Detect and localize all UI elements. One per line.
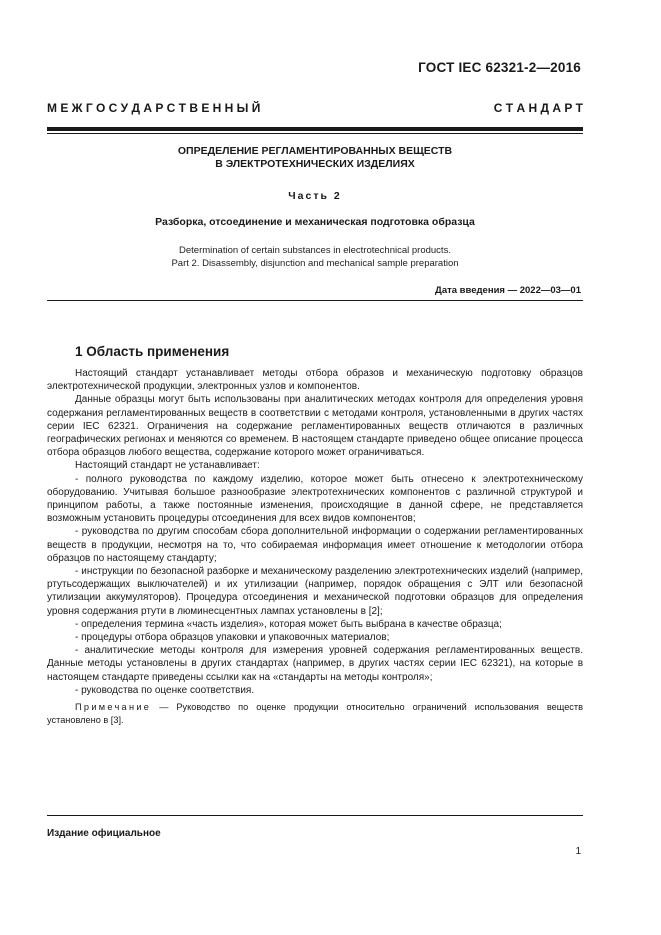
introduction-date: Дата введения — 2022—03—01 xyxy=(435,285,581,296)
paragraph: Настоящий стандарт не устанавливает: xyxy=(75,460,260,472)
section-heading: 1 Область применения xyxy=(75,344,230,359)
page-number: 1 xyxy=(575,846,581,857)
list-item: - полного руководства по каждому изделию, которое может быть отнесено к электротехническому оборудованию. Учитывая большое разнообразие электротехнических компонентов с различной структурой и принципом работы, а также постоянные изменения, происходящие в данной сфере, не представляется возможным установить процедуры отсоединения для всех видов компонентов; xyxy=(47,473,583,525)
list-item: - руководства по другим способам сбора дополнительной информации о содержании регламентированных веществ в продукции, несмотря на то, что собираемая информация имеет отношение к методологии отбора образцов по настоящему стандарту; xyxy=(47,526,583,564)
paragraph: Настоящий стандарт устанавливает методы отбора образов и механическую подготовку образцов электротехнической продукции, электронных узлов и компонентов. xyxy=(47,368,583,393)
section-body xyxy=(47,367,583,726)
title-english-line-2: Part 2. Disassembly, disjunction and mechanical sample preparation xyxy=(171,258,459,269)
title-block xyxy=(47,145,583,270)
title-line-2: В ЭЛЕКТРОТЕХНИЧЕСКИХ ИЗДЕЛИЯХ xyxy=(215,158,415,170)
title-english-line-1: Determination of certain substances in electrotechnical products. xyxy=(179,245,451,256)
note-label: Примечание xyxy=(75,702,152,713)
standard-type-banner xyxy=(47,101,583,115)
note-text: — Руководство по оценке продукции относительно ограничений использования веществ установлено в [3]. xyxy=(47,702,583,725)
subtitle: Разборка, отсоединение и механическая подготовка образца xyxy=(155,216,475,228)
list-item: - процедуры отбора образцов упаковки и упаковочных материалов; xyxy=(75,632,390,644)
header-rule-thin xyxy=(47,133,583,134)
list-item: - руководства по оценке соответствия. xyxy=(75,684,255,696)
standard-type-word-1: М Е Ж Г О С У Д А Р С Т В Е Н Н Ы Й xyxy=(47,101,261,115)
gost-number: ГОСТ IEC 62321-2—2016 xyxy=(418,60,581,75)
standard-type-word-2: С Т А Н Д А Р Т xyxy=(493,101,583,115)
part-label: Часть 2 xyxy=(288,190,342,202)
list-item: - аналитические методы контроля для измерения уровней содержания регламентированных веществ. Данные методы установлены в других стандартах (например, в других частях серии IEC 62321), на которые в настоящем стандарте приведены ссылки как на «стандарты на методы контроля»; xyxy=(47,645,583,683)
footer-rule xyxy=(47,815,583,816)
list-item: - инструкции по безопасной разборке и механическому разделению электротехнических изделий (например, ртутьсодержащих выключателей) и их утилизации (например, порядок обращения с ЭЛТ или безопасной утилизации аккумуляторов). Процедура отсоединения и механической подготовки образцов для определения уровня содержания ртути в люминесцентных лампах установлены в [2]; xyxy=(47,566,583,617)
paragraph: Данные образцы могут быть использованы при аналитических методах контроля для определения уровня содержания регламентированных веществ в соответствии с методами контроля, установленными в других частях серии IEC 62321. Ограничения на содержание регламентированных веществ отличаются в различных географических регионах и меняются со временем. В настоящем стандарте приведено общее описание процесса отбора образцов любого вещества, содержание которого может ограничиваться. xyxy=(47,394,583,459)
date-rule xyxy=(47,300,583,301)
list-item: - определения термина «часть изделия», которая может быть выбрана в качестве образца; xyxy=(75,618,502,630)
title-line-1: ОПРЕДЕЛЕНИЕ РЕГЛАМЕНТИРОВАННЫХ ВЕЩЕСТВ xyxy=(177,145,453,157)
note xyxy=(47,701,583,726)
title-english xyxy=(47,244,583,270)
edition-label: Издание официальное xyxy=(47,828,161,839)
header-rule-thick xyxy=(47,127,583,131)
